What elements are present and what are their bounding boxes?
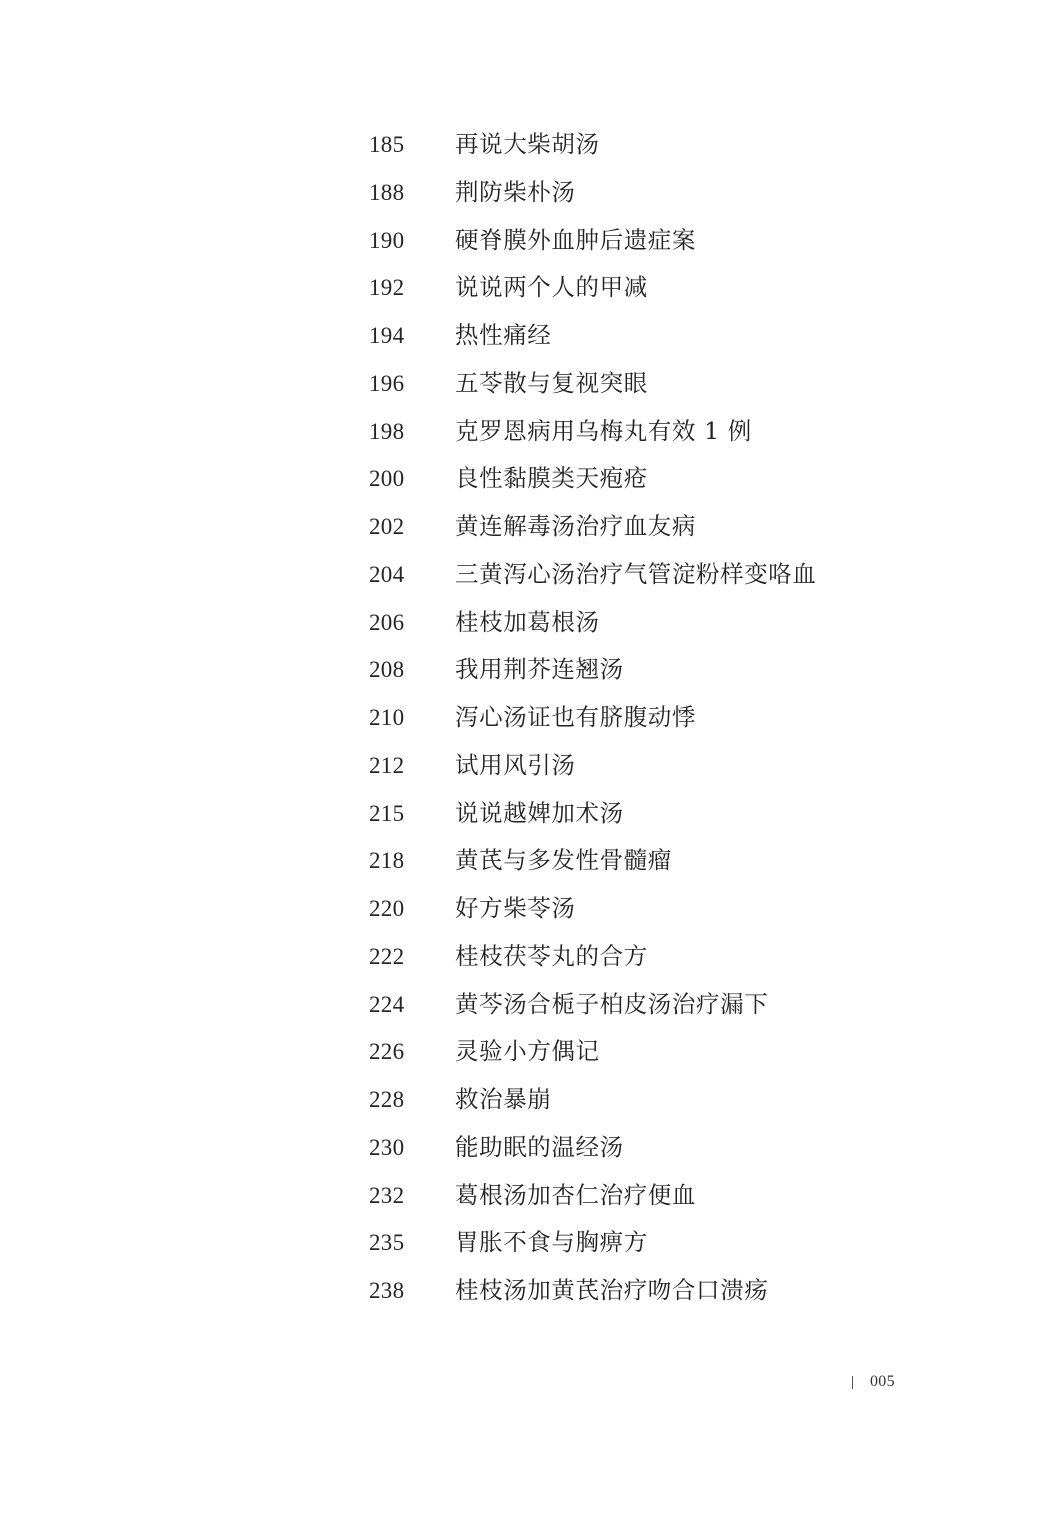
table-of-contents	[0, 121, 1038, 1315]
toc-entry[interactable]	[0, 933, 1038, 981]
toc-entry-page: 218	[369, 848, 405, 874]
toc-entry-page: 204	[369, 561, 405, 587]
toc-entry-title: 克罗恩病用乌梅丸有效 1 例	[455, 416, 752, 445]
toc-entry-title: 黄芩汤合栀子柏皮汤治疗漏下	[455, 989, 769, 1018]
toc-entry-title: 荆防柴朴汤	[455, 177, 576, 206]
toc-entry-page: 228	[369, 1087, 405, 1112]
toc-entry-page: 224	[369, 991, 405, 1017]
toc-entry-title: 我用荆芥连翘汤	[455, 655, 624, 684]
toc-entry-title: 桂枝加葛根汤	[455, 607, 600, 636]
toc-entry-title: 黄连解毒汤治疗血友病	[455, 512, 696, 540]
toc-entry-title: 胃胀不食与胸痹方	[455, 1228, 648, 1257]
toc-entry[interactable]	[0, 1267, 1038, 1315]
toc-entry[interactable]	[0, 742, 1038, 790]
toc-entry-page: 200	[369, 466, 405, 492]
toc-entry-title: 三黄泻心汤治疗气管淀粉样变咯血	[455, 559, 817, 588]
toc-entry-page: 190	[369, 227, 405, 253]
toc-entry[interactable]	[0, 1172, 1038, 1220]
toc-entry-page: 202	[369, 514, 405, 539]
toc-entry-page: 230	[369, 1134, 405, 1160]
page-number: 005	[870, 1373, 895, 1390]
toc-entry[interactable]	[0, 312, 1038, 360]
folio-divider	[852, 1376, 853, 1389]
toc-entry-page: 222	[369, 943, 405, 969]
toc-entry-title: 能助眠的温经汤	[455, 1132, 624, 1161]
toc-entry[interactable]	[0, 1124, 1038, 1172]
toc-entry[interactable]	[0, 1076, 1038, 1124]
toc-entry-page: 220	[369, 896, 405, 921]
toc-entry[interactable]	[0, 169, 1038, 217]
toc-entry-page: 215	[369, 800, 405, 826]
toc-entry-title: 说说两个人的甲减	[455, 273, 648, 302]
toc-entry-page: 238	[369, 1278, 405, 1303]
toc-entry-title: 五苓散与复视突眼	[455, 368, 648, 397]
toc-entry[interactable]	[0, 360, 1038, 408]
toc-entry-page: 235	[369, 1230, 405, 1256]
toc-entry-title: 黄芪与多发性骨髓瘤	[455, 846, 672, 875]
toc-entry-title: 再说大柴胡汤	[455, 130, 600, 158]
toc-entry-title: 泻心汤证也有脐腹动悸	[455, 703, 696, 731]
toc-entry[interactable]	[0, 217, 1038, 265]
toc-entry-title: 救治暴崩	[455, 1085, 552, 1113]
toc-entry[interactable]	[0, 1219, 1038, 1267]
toc-entry[interactable]	[0, 455, 1038, 503]
toc-entry-page: 210	[369, 705, 405, 730]
toc-entry-page: 226	[369, 1039, 405, 1065]
toc-entry-title: 硬脊膜外血肿后遗症案	[455, 225, 696, 254]
toc-entry-page: 188	[369, 179, 405, 205]
toc-entry-page: 198	[369, 418, 405, 444]
toc-entry-page: 206	[369, 609, 405, 635]
toc-entry-page: 192	[369, 275, 405, 301]
toc-entry[interactable]	[0, 837, 1038, 885]
page-footer	[852, 1370, 895, 1394]
toc-entry-title: 灵验小方偶记	[455, 1037, 600, 1066]
toc-entry-title: 试用风引汤	[455, 750, 576, 779]
toc-entry-page: 212	[369, 752, 405, 778]
toc-entry-page: 232	[369, 1182, 405, 1208]
toc-entry[interactable]	[0, 551, 1038, 599]
toc-entry-page: 208	[369, 657, 405, 683]
toc-entry-page: 194	[369, 323, 405, 348]
toc-entry[interactable]	[0, 1028, 1038, 1076]
toc-entry[interactable]	[0, 694, 1038, 742]
toc-entry[interactable]	[0, 408, 1038, 456]
toc-entry[interactable]	[0, 599, 1038, 647]
toc-entry[interactable]	[0, 503, 1038, 551]
toc-entry-title: 桂枝茯苓丸的合方	[455, 941, 648, 970]
toc-entry[interactable]	[0, 885, 1038, 933]
toc-entry[interactable]	[0, 646, 1038, 694]
toc-entry-page: 196	[369, 370, 405, 396]
toc-entry-title: 葛根汤加杏仁治疗便血	[455, 1180, 696, 1209]
toc-entry[interactable]	[0, 264, 1038, 312]
toc-entry-page: 185	[369, 132, 405, 157]
toc-entry[interactable]	[0, 790, 1038, 838]
toc-entry-title: 良性黏膜类天疱疮	[455, 464, 648, 493]
toc-entry[interactable]	[0, 981, 1038, 1029]
toc-entry[interactable]	[0, 121, 1038, 169]
toc-entry-title: 说说越婢加术汤	[455, 798, 624, 827]
toc-entry-title: 桂枝汤加黄芪治疗吻合口溃疡	[455, 1276, 769, 1304]
toc-entry-title: 热性痛经	[455, 321, 552, 349]
toc-entry-title: 好方柴苓汤	[455, 894, 576, 922]
